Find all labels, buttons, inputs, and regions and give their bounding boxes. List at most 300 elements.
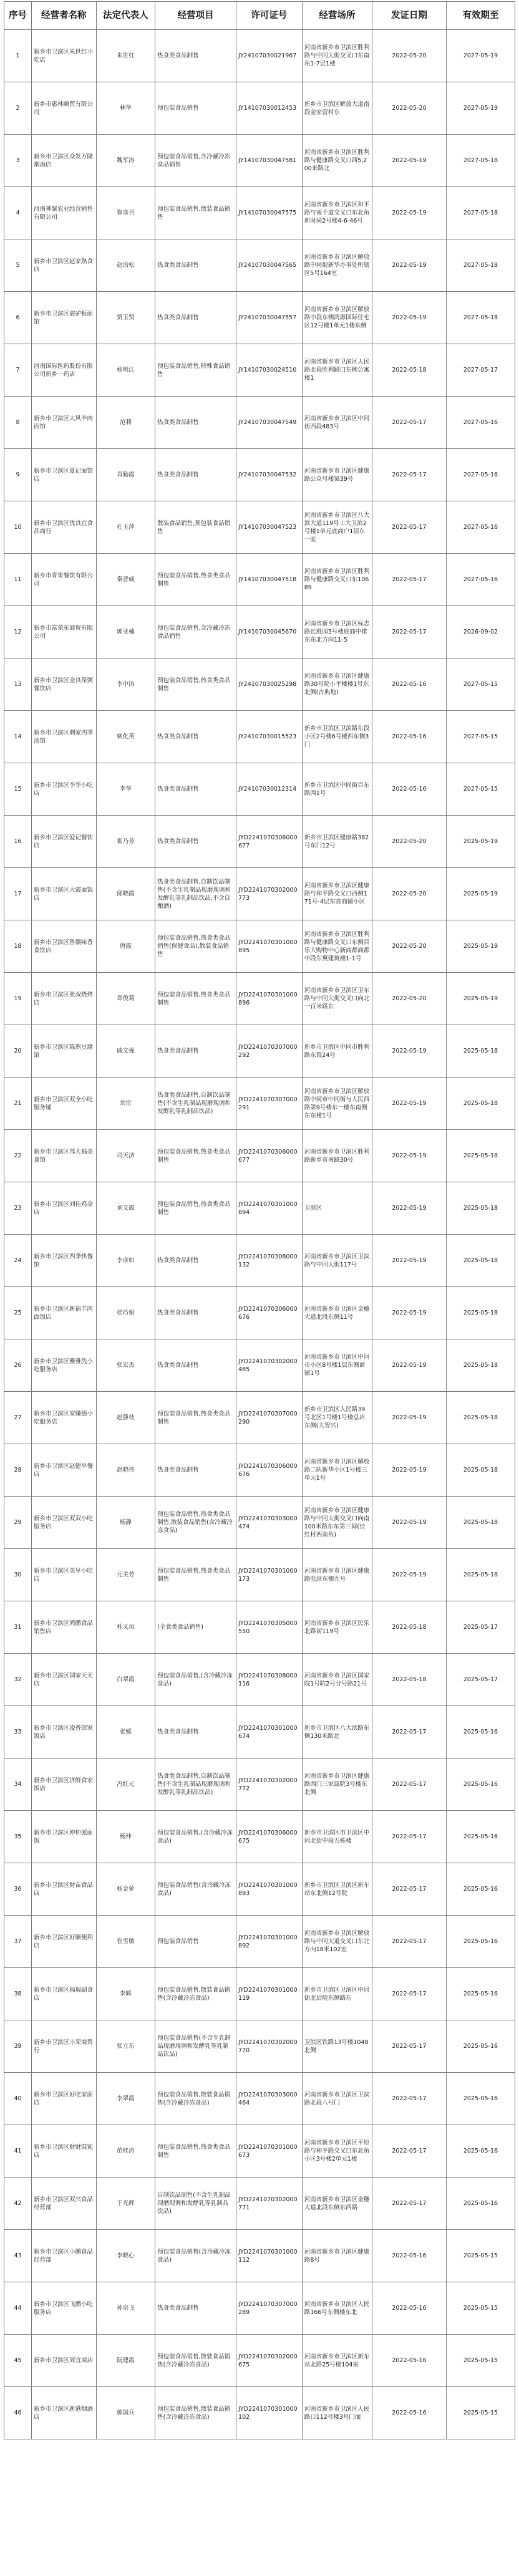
cell-expiry-date: 2027-05-18 xyxy=(446,239,515,292)
cell-expiry-date: 2027-05-15 xyxy=(446,711,515,763)
table-row xyxy=(4,2230,515,2282)
cell-seq: 7 xyxy=(4,344,32,397)
cell-legal-rep: 郭亚楠 xyxy=(96,606,155,658)
cell-expiry-date: 2025-05-17 xyxy=(446,1601,515,1654)
cell-premises: 河南省新乡市卫滨区人民路口112号楼3号门面 xyxy=(302,2387,372,2439)
cell-issue-date: 2022-05-16 xyxy=(372,2387,447,2439)
cell-legal-rep: 杜义凤 xyxy=(96,1601,155,1654)
cell-expiry-date: 2025-05-18 xyxy=(446,1339,515,1392)
header-issue-date: 发证日期 xyxy=(372,2,447,30)
cell-expiry-date: 2027-05-19 xyxy=(446,82,515,135)
cell-premises: 河南省新乡市卫滨区胜利路与健康路交叉口东10689 xyxy=(302,554,372,606)
cell-issue-date: 2022-05-17 xyxy=(372,1811,447,1863)
cell-operator-name: 新乡市卫滨区财财馄饨店 xyxy=(32,2125,96,2178)
cell-business-scope: 热食类食品制售 xyxy=(155,1706,236,1758)
cell-premises: 河南省新乡市卫滨区健康路公众号楼第39号 xyxy=(302,449,372,501)
cell-operator-name: 新乡市卫滨区四季快餐馆 xyxy=(32,1235,96,1287)
cell-issue-date: 2022-05-17 xyxy=(372,2125,447,2178)
cell-business-scope: (全食类食品销售) xyxy=(155,1601,236,1654)
cell-seq: 36 xyxy=(4,1863,32,1916)
table-row xyxy=(4,2335,515,2387)
cell-operator-name: 新乡市卫滨区刺家四季汤馆 xyxy=(32,711,96,763)
cell-business-scope: 预包装食品销售 xyxy=(155,82,236,135)
cell-business-scope: 热食类食品制售 xyxy=(155,1339,236,1392)
cell-premises: 新乡市卫滨区人民路39号北区1号楼1号楼总店东侧(大智兴) xyxy=(302,1392,372,1444)
cell-issue-date: 2022-05-19 xyxy=(372,1392,447,1444)
cell-operator-name: 新乡市卫滨区鲁赣味香食饮店 xyxy=(32,920,96,973)
cell-seq: 20 xyxy=(4,1025,32,1078)
cell-expiry-date: 2025-05-16 xyxy=(446,1811,515,1863)
cell-expiry-date: 2027-05-19 xyxy=(446,30,515,82)
cell-legal-rep: 李中涛 xyxy=(96,658,155,711)
cell-business-scope: 预包装食品销售,热食类食品制售 xyxy=(155,554,236,606)
cell-license-no: JYD2241070303000474 xyxy=(236,1497,303,1549)
cell-business-scope: 热食类食品制售 xyxy=(155,1287,236,1339)
cell-business-scope: 预包装食品销售,含冷藏冷冻食品销售 xyxy=(155,606,236,658)
cell-business-scope: 热食类食品制售 xyxy=(155,449,236,501)
cell-issue-date: 2022-05-20 xyxy=(372,920,447,973)
cell-premises: 新乡市卫滨区卫滨区新车站东北侧12号院 xyxy=(302,1863,372,1916)
cell-issue-date: 2022-05-17 xyxy=(372,606,447,658)
cell-business-scope: 热食类食品制售 xyxy=(155,2282,236,2335)
cell-premises: 河南省新乡市卫滨区解放路二队新华小区1号楼三单元1号 xyxy=(302,1444,372,1497)
cell-issue-date: 2022-05-19 xyxy=(372,1025,447,1078)
cell-legal-rep: 戚文强 xyxy=(96,1025,155,1078)
cell-license-no: JYD2241070301000173 xyxy=(236,1549,303,1601)
cell-expiry-date: 2025-05-16 xyxy=(446,1968,515,2020)
cell-expiry-date: 2025-05-16 xyxy=(446,2020,515,2073)
cell-operator-name: 新乡市惠林颐贸有限公司 xyxy=(32,82,96,135)
table-row xyxy=(4,187,515,239)
cell-business-scope: 预包装食品销售,(含冷藏冷冻食品) xyxy=(155,1811,236,1863)
cell-license-no: JYD2241070306000677 xyxy=(236,1130,303,1182)
cell-issue-date: 2022-05-19 xyxy=(372,1235,447,1287)
cell-expiry-date: 2025-05-19 xyxy=(446,816,515,868)
cell-premises: 新乡市卫滨区卫滨区中同街北后院东侧路东 xyxy=(302,1968,372,2020)
cell-operator-name: 新乡市卫滨区鸿鹏食品销售店 xyxy=(32,1601,96,1654)
cell-issue-date: 2022-05-17 xyxy=(372,1863,447,1916)
cell-seq: 18 xyxy=(4,920,32,973)
table-row xyxy=(4,1654,515,1706)
cell-seq: 27 xyxy=(4,1392,32,1444)
cell-premises: 新乡市卫滨区解放大道南段金家营村东 xyxy=(302,82,372,135)
cell-legal-rep: 刘文霞 xyxy=(96,1182,155,1235)
cell-business-scope: 预包装食品销售,热食类食品销售(保健食品),散装食品销售 xyxy=(155,920,236,973)
cell-seq: 42 xyxy=(4,2178,32,2230)
cell-issue-date: 2022-05-19 xyxy=(372,1444,447,1497)
table-row xyxy=(4,2020,515,2073)
cell-seq: 12 xyxy=(4,606,32,658)
cell-operator-name: 新乡市卫滨区双全小吃服务铺 xyxy=(32,1078,96,1130)
cell-issue-date: 2022-05-16 xyxy=(372,658,447,711)
cell-premises: 河南省新乡市卫滨区平原路与和平路交叉口东北角小区3号楼2单元1楼 xyxy=(302,2125,372,2178)
cell-legal-rep: 李翠霞 xyxy=(96,2073,155,2125)
cell-expiry-date: 2025-05-18 xyxy=(446,1497,515,1549)
cell-seq: 26 xyxy=(4,1339,32,1392)
cell-seq: 25 xyxy=(4,1287,32,1339)
cell-seq: 38 xyxy=(4,1968,32,2020)
cell-seq: 22 xyxy=(4,1130,32,1182)
cell-issue-date: 2022-05-17 xyxy=(372,449,447,501)
table-row xyxy=(4,1287,515,1339)
cell-seq: 44 xyxy=(4,2282,32,2335)
cell-license-no: JY14107030047575 xyxy=(236,187,303,239)
cell-business-scope: 预包装食品销售(不含生乳制品现磨现调和发酵乳等乳制品饮品) xyxy=(155,2020,236,2073)
cell-premises: 河南省新乡市卫滨区健康路30号院小平楼楼1号东北侧(古典地) xyxy=(302,658,372,711)
cell-license-no: JYD2241070301000102 xyxy=(236,2387,303,2439)
cell-seq: 43 xyxy=(4,2230,32,2282)
cell-legal-rep: 李辉 xyxy=(96,1968,155,2020)
table-row xyxy=(4,2282,515,2335)
cell-business-scope: 预包装食品销售,散装食品销售(含冷藏冷冻食品) xyxy=(155,2335,236,2387)
cell-legal-rep: 范莉 xyxy=(96,397,155,449)
cell-legal-rep: 孔玉萍 xyxy=(96,501,155,554)
cell-issue-date: 2022-05-17 xyxy=(372,501,447,554)
cell-premises: 河南省新乡市卫滨区健康路西门三家属院3号楼东北侧 xyxy=(302,1758,372,1811)
cell-premises: 河南省新乡市卫滨区胜利路与健康路交叉口东侧百乐大购物中心新商都商都中段东翼建筑楼1-1号 xyxy=(302,920,372,973)
cell-premises: 河南省新乡市卫滨区人民路166号东侧楼东北 xyxy=(302,2282,372,2335)
cell-seq: 19 xyxy=(4,973,32,1025)
cell-seq: 29 xyxy=(4,1497,32,1549)
cell-premises: 河南省新乡市卫滨区民乐北路街119号 xyxy=(302,1601,372,1654)
cell-legal-rep: 朱世红 xyxy=(96,30,155,82)
cell-license-no: JYD2241070301000673 xyxy=(236,2125,303,2178)
table-row xyxy=(4,2125,515,2178)
cell-legal-rep: 范桂涛 xyxy=(96,2125,155,2178)
table-row xyxy=(4,1497,515,1549)
cell-legal-rep: 张立东 xyxy=(96,2020,155,2073)
cell-premises: 河南省新乡市卫滨区健康路8号 xyxy=(302,2230,372,2282)
cell-license-no: JY14107030047518 xyxy=(236,554,303,606)
cell-expiry-date: 2025-05-16 xyxy=(446,2178,515,2230)
table-row xyxy=(4,501,515,554)
cell-seq: 24 xyxy=(4,1235,32,1287)
cell-issue-date: 2022-05-19 xyxy=(372,1130,447,1182)
cell-license-no: JYD2241070302000675 xyxy=(236,2335,303,2387)
cell-operator-name: 新乡市卫滨区周宜商店 xyxy=(32,2335,96,2387)
cell-seq: 10 xyxy=(4,501,32,554)
cell-issue-date: 2022-05-20 xyxy=(372,973,447,1025)
cell-premises: 河南省新乡市卫滨区卫东路与中同大街交叉口向北一百米路东 xyxy=(302,973,372,1025)
cell-operator-name: 河南国际医药股份有限公司新乡一药店 xyxy=(32,344,96,397)
cell-premises: 河南省新乡市卫滨区中同街西段483号 xyxy=(302,397,372,449)
cell-operator-name: 新乡市卫滨区飞鹏小吃服务店 xyxy=(32,2282,96,2335)
cell-legal-rep: 魏军涛 xyxy=(96,135,155,187)
cell-expiry-date: 2025-05-15 xyxy=(446,2387,515,2439)
cell-business-scope: 预包装食品销售,热食类食品制售 xyxy=(155,1182,236,1235)
cell-operator-name: 新乡市卫滨区福瑞副食店 xyxy=(32,1968,96,2020)
cell-issue-date: 2022-05-20 xyxy=(372,82,447,135)
table-row xyxy=(4,554,515,606)
cell-operator-name: 新乡市卫滨区大霞面饭店 xyxy=(32,868,96,920)
cell-legal-rep: 李彦如 xyxy=(96,1235,155,1287)
cell-business-scope: 预包装食品销售,(含冷藏冷冻食品) xyxy=(155,1654,236,1706)
cell-operator-name: 新乡市卫滨区仲仲派面饭 xyxy=(32,1811,96,1863)
cell-premises: 河南省新乡市卫滨区健康路与中同大街交叉口向南100米路东东第三间(长红村西南角) xyxy=(302,1497,372,1549)
cell-issue-date: 2022-05-17 xyxy=(372,1758,447,1811)
cell-seq: 5 xyxy=(4,239,32,292)
cell-operator-name: 新乡市卫滨区家赚德小吃服务店 xyxy=(32,1392,96,1444)
cell-legal-rep: 李晓心 xyxy=(96,2230,155,2282)
cell-premises: 河南省新乡市卫滨区解放路与中同大道交叉口东北方向18米102室 xyxy=(302,1916,372,1968)
cell-license-no: JYD2241070301000895 xyxy=(236,920,303,973)
cell-issue-date: 2022-05-17 xyxy=(372,1916,447,1968)
cell-expiry-date: 2025-05-19 xyxy=(446,973,515,1025)
cell-business-scope: 预包装食品销售,含冷藏冷冻食品销售 xyxy=(155,135,236,187)
cell-seq: 3 xyxy=(4,135,32,187)
cell-seq: 8 xyxy=(4,397,32,449)
cell-license-no: JYD2241070301000892 xyxy=(236,1916,303,1968)
cell-seq: 9 xyxy=(4,449,32,501)
table-row xyxy=(4,1444,515,1497)
cell-business-scope: 预包装食品销售(含冷藏冷冻食品) xyxy=(155,2230,236,2282)
cell-license-no: JYD2241070301000894 xyxy=(236,1182,303,1235)
cell-issue-date: 2022-05-17 xyxy=(372,1968,447,2020)
cell-expiry-date: 2025-05-19 xyxy=(446,868,515,920)
cell-license-no: JYD2241070301000893 xyxy=(236,1863,303,1916)
cell-license-no: JYD2241070302000770 xyxy=(236,2020,303,2073)
cell-seq: 16 xyxy=(4,816,32,868)
cell-business-scope: 预包装食品销售,特殊食品销售 xyxy=(155,344,236,397)
cell-business-scope: 预包装食品销售,热食类食品制售,散装食品销售(含冷藏冷冻食品) xyxy=(155,1497,236,1549)
cell-premises: 河南省新乡市卫滨区金穗大道北段东侧东西路 xyxy=(302,2178,372,2230)
cell-expiry-date: 2027-05-18 xyxy=(446,135,515,187)
table-row xyxy=(4,1811,515,1863)
cell-license-no: JY14107030047581 xyxy=(236,135,303,187)
cell-premises: 新乡市卫滨区中同街百东路西1号 xyxy=(302,763,372,816)
table-row xyxy=(4,606,515,658)
cell-business-scope: 预包装食品销售,散装食品销售(含冷藏冷冻食品) xyxy=(155,2073,236,2125)
cell-premises: 河南省新乡市卫滨区卫滨路北段八号门 xyxy=(302,2073,372,2125)
cell-license-no: JYD2241070302000773 xyxy=(236,868,303,920)
header-license-no: 许可证号 xyxy=(236,2,303,30)
cell-business-scope: 预包装食品销售,散装食品销售(含冷藏冷冻食品) xyxy=(155,2387,236,2439)
cell-expiry-date: 2025-05-16 xyxy=(446,2125,515,2178)
cell-legal-rep: 肖勤霞 xyxy=(96,449,155,501)
cell-legal-rep: 杨仲 xyxy=(96,1811,155,1863)
cell-premises: 河南省新乡市卫滨区金穗大道北段东侧11号 xyxy=(302,1287,372,1339)
cell-legal-rep: 崔雪敏 xyxy=(96,1916,155,1968)
cell-license-no: JYD2241070302000465 xyxy=(236,1339,303,1392)
cell-license-no: JYD2241070306000676 xyxy=(236,1444,303,1497)
cell-expiry-date: 2025-05-16 xyxy=(446,1863,515,1916)
cell-operator-name: 新乡市卫滨区刘佳鸡金店 xyxy=(32,1182,96,1235)
cell-seq: 14 xyxy=(4,711,32,763)
cell-operator-name: 新乡市卫滨区雅雅洗小吃服务店 xyxy=(32,1339,96,1392)
table-row xyxy=(4,816,515,868)
cell-license-no: JY14107030024510 xyxy=(236,344,303,397)
cell-operator-name: 新乡市卫滨区财苗食品店 xyxy=(32,1863,96,1916)
cell-operator-name: 新乡市青果餐饮有限公司 xyxy=(32,554,96,606)
cell-legal-rep: 贾玉贤 xyxy=(96,292,155,344)
cell-license-no: JYD2241070301000896 xyxy=(236,973,303,1025)
cell-operator-name: 新乡市卫滨区双兴食品经营部 xyxy=(32,2178,96,2230)
cell-license-no: JY14107030047523 xyxy=(236,501,303,554)
cell-issue-date: 2022-05-19 xyxy=(372,292,447,344)
table-row xyxy=(4,1758,515,1811)
cell-seq: 35 xyxy=(4,1811,32,1863)
cell-license-no: JYD2241070307000292 xyxy=(236,1025,303,1078)
cell-legal-rep: 唐霞 xyxy=(96,920,155,973)
cell-business-scope: 热食类食品制售 xyxy=(155,711,236,763)
cell-business-scope: 热食类食品制售,自制饮品制售(不含生乳制品现磨现调和发酵乳等乳制品饮品,不含自酿酒) xyxy=(155,868,236,920)
cell-issue-date: 2022-05-18 xyxy=(372,1601,447,1654)
table-row xyxy=(4,135,515,187)
cell-premises: 河南省新乡市卫滨区胜利路新乡市南路30号 xyxy=(302,1130,372,1182)
cell-license-no: JYD2241070301000112 xyxy=(236,2230,303,2282)
cell-business-scope: 预包装食品销售(含冷藏冷冻食品) xyxy=(155,1863,236,1916)
cell-license-no: JYD2241070307000291 xyxy=(236,1078,303,1130)
header-legal-rep: 法定代表人 xyxy=(96,2,155,30)
cell-operator-name: 新乡市卫滨区陈熬豆腐馆 xyxy=(32,1025,96,1078)
cell-legal-rep: 张巧娟 xyxy=(96,1287,155,1339)
cell-business-scope: 预包装食品销售,热食类食品制售 xyxy=(155,1549,236,1601)
cell-business-scope: 热食类食品制售 xyxy=(155,763,236,816)
cell-business-scope: 热食类食品制售 xyxy=(155,1444,236,1497)
table-row xyxy=(4,2387,515,2439)
cell-legal-rep: 于光辉 xyxy=(96,2178,155,2230)
cell-license-no: JYD2241070303000464 xyxy=(236,2073,303,2125)
cell-premises: 卫滨区铁路13号楼1048北侧 xyxy=(302,2020,372,2073)
cell-issue-date: 2022-05-17 xyxy=(372,2073,447,2125)
cell-premises: 河南省新乡市卫滨区八大滨大道119号工大卫滨2号楼1单元底商户1层东一室 xyxy=(302,501,372,554)
cell-premises: 河南省新乡市卫滨区卫滨路与中同大街117号 xyxy=(302,1235,372,1287)
cell-premises: 新乡市卫滨区市卫滨区中同北街中段五栋楼 xyxy=(302,1811,372,1863)
cell-operator-name: 新乡市卫滨区优良宜食品商行 xyxy=(32,501,96,554)
cell-premises: 河南省新乡市卫滨区标志路长胜园3号楼底商中排东东北方向11-5 xyxy=(302,606,372,658)
cell-license-no: JYD2241070308000116 xyxy=(236,1654,303,1706)
header-premises: 经营场所 xyxy=(302,2,372,30)
cell-issue-date: 2022-05-19 xyxy=(372,187,447,239)
cell-operator-name: 新乡市卫滨区小鹏食品经营部 xyxy=(32,2230,96,2282)
cell-license-no: JY24107030015523 xyxy=(236,711,303,763)
cell-issue-date: 2022-05-17 xyxy=(372,554,447,606)
cell-legal-rep: 刘宗 xyxy=(96,1078,155,1130)
cell-issue-date: 2022-05-20 xyxy=(372,30,447,82)
cell-legal-rep: 赵静枝 xyxy=(96,1392,155,1444)
table-row xyxy=(4,658,515,711)
cell-issue-date: 2022-05-19 xyxy=(372,1339,447,1392)
cell-legal-rep: 冯红元 xyxy=(96,1758,155,1811)
cell-premises: 河南省新乡市卫滨区健康路与和平路交叉口西侧171号-4层东首商铺小区 xyxy=(302,868,372,920)
table-header-row xyxy=(4,2,515,30)
cell-license-no: JYD2241070305000550 xyxy=(236,1601,303,1654)
table-row xyxy=(4,1182,515,1235)
cell-business-scope: 预包装食品销售,热食类食品制售 xyxy=(155,2125,236,2178)
table-body xyxy=(4,30,515,2439)
cell-business-scope: 热食类食品制售 xyxy=(155,292,236,344)
cell-license-no: JY24107030047557 xyxy=(236,292,303,344)
cell-premises: 河南省新乡市卫滨区解放路中同市中同街与人民西路第9号楼东一楼东南侧东东楼1号 xyxy=(302,1078,372,1130)
cell-expiry-date: 2025-05-17 xyxy=(446,1654,515,1706)
cell-expiry-date: 2025-05-16 xyxy=(446,1706,515,1758)
cell-expiry-date: 2027-05-16 xyxy=(446,449,515,501)
cell-issue-date: 2022-05-17 xyxy=(372,2020,447,2073)
cell-issue-date: 2022-05-16 xyxy=(372,711,447,763)
cell-legal-rep: 霍乃芳 xyxy=(96,816,155,868)
table-row xyxy=(4,868,515,920)
table-row xyxy=(4,239,515,292)
cell-business-scope: 预包装食品销售,热食类食品制售 xyxy=(155,658,236,711)
cell-seq: 34 xyxy=(4,1758,32,1811)
cell-operator-name: 新乡市卫滨区大风羊肉面馆 xyxy=(32,397,96,449)
cell-legal-rep: 张媛 xyxy=(96,1706,155,1758)
cell-expiry-date: 2025-05-18 xyxy=(446,1130,515,1182)
cell-expiry-date: 2025-05-18 xyxy=(446,1078,515,1130)
header-seq: 序号 xyxy=(4,2,32,30)
cell-expiry-date: 2027-05-18 xyxy=(446,187,515,239)
header-expiry-date: 有效期至 xyxy=(446,2,515,30)
cell-legal-rep: 李华 xyxy=(96,763,155,816)
table-row xyxy=(4,1601,515,1654)
cell-expiry-date: 2025-05-18 xyxy=(446,1025,515,1078)
table-row xyxy=(4,2178,515,2230)
table-row xyxy=(4,1025,515,1078)
cell-license-no: JYD2241070301000674 xyxy=(236,1706,303,1758)
cell-issue-date: 2022-05-16 xyxy=(372,2335,447,2387)
cell-premises: 新乡市卫滨区八大滨路东侧130米路北 xyxy=(302,1706,372,1758)
table-row xyxy=(4,1706,515,1758)
cell-seq: 15 xyxy=(4,763,32,816)
cell-issue-date: 2022-05-19 xyxy=(372,1182,447,1235)
cell-issue-date: 2022-05-17 xyxy=(372,2178,447,2230)
cell-seq: 17 xyxy=(4,868,32,920)
cell-seq: 13 xyxy=(4,658,32,711)
cell-license-no: JY24107030025298 xyxy=(236,658,303,711)
cell-issue-date: 2022-05-16 xyxy=(372,2282,447,2335)
cell-seq: 11 xyxy=(4,554,32,606)
table-row xyxy=(4,1863,515,1916)
cell-expiry-date: 2025-05-16 xyxy=(446,1758,515,1811)
table-row xyxy=(4,449,515,501)
table-row xyxy=(4,1916,515,1968)
cell-expiry-date: 2027-05-17 xyxy=(446,344,515,397)
cell-premises: 新乡市卫滨区健康路382号东门12号 xyxy=(302,816,372,868)
cell-operator-name: 新乡市卫滨区济鲜食家饭店 xyxy=(32,1758,96,1811)
cell-legal-rep: 邱晓霞 xyxy=(96,868,155,920)
cell-operator-name: 新乡市卫滨区震驴板面馆 xyxy=(32,292,96,344)
cell-license-no: JY24107030021967 xyxy=(236,30,303,82)
cell-seq: 39 xyxy=(4,2020,32,2073)
cell-seq: 2 xyxy=(4,82,32,135)
cell-seq: 23 xyxy=(4,1182,32,1235)
cell-operator-name: 新乡市卫滨区爱记餐饮店 xyxy=(32,816,96,868)
cell-seq: 40 xyxy=(4,2073,32,2125)
cell-expiry-date: 2025-05-18 xyxy=(446,1235,515,1287)
cell-license-no: JYD2241070308000132 xyxy=(236,1235,303,1287)
cell-business-scope: 自制饮品制售(不含生乳制品现磨现调和发酵乳等乳制品饮品) xyxy=(155,2178,236,2230)
table-row xyxy=(4,1339,515,1392)
cell-operator-name: 新乡市卫滨区朱世红小吃店 xyxy=(32,30,96,82)
table-row xyxy=(4,344,515,397)
table-row xyxy=(4,2073,515,2125)
cell-legal-rep: 秦晋威 xyxy=(96,554,155,606)
license-table xyxy=(4,1,515,2439)
cell-expiry-date: 2025-05-15 xyxy=(446,2335,515,2387)
cell-business-scope: 预包装食品销售,散装食品销售(含冷藏冷冻食品) xyxy=(155,1968,236,2020)
cell-legal-rep: 杨金萝 xyxy=(96,1863,155,1916)
table-row xyxy=(4,1235,515,1287)
cell-legal-rep: 张宏杰 xyxy=(96,1339,155,1392)
cell-issue-date: 2022-05-19 xyxy=(372,135,447,187)
cell-license-no: JYD2241070306000676 xyxy=(236,1287,303,1339)
cell-operator-name: 新乡市卫滨区美早小吃店 xyxy=(32,1549,96,1601)
cell-business-scope: 热食类食品制售 xyxy=(155,30,236,82)
cell-issue-date: 2022-05-19 xyxy=(372,1078,447,1130)
cell-seq: 45 xyxy=(4,2335,32,2387)
cell-business-scope: 预包装食品销售 xyxy=(155,1916,236,1968)
cell-issue-date: 2022-05-20 xyxy=(372,868,447,920)
